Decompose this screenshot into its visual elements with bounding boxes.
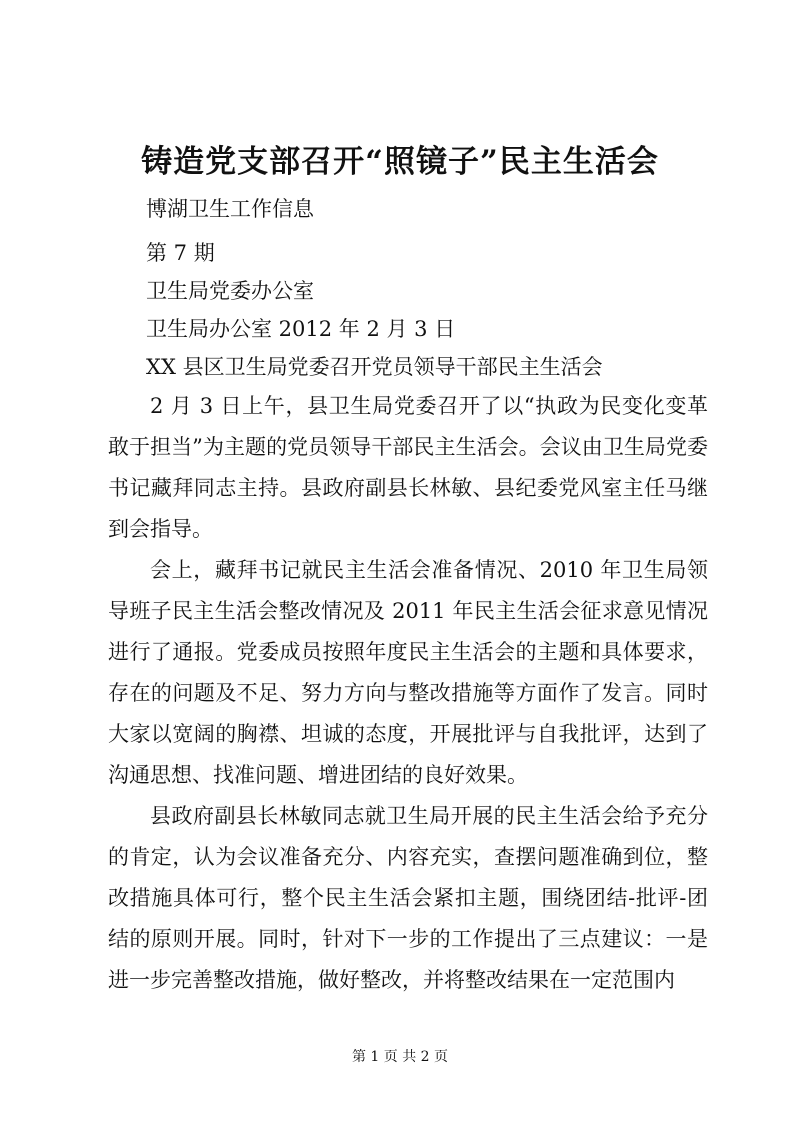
issuing-office: 卫生局党委办公室 xyxy=(146,279,314,303)
article-headline: XX 县区卫生局党委召开党员领导干部民主生活会 xyxy=(146,355,603,379)
document-title: 铸造党支部召开“照镜子”民主生活会 xyxy=(141,144,659,180)
article-body xyxy=(108,386,708,1001)
paragraph: 2 月 3 日上午，县卫生局党委召开了以“执政为民变化变革敢于担当”为主题的党员领导干部民主生活会。会议由卫生局党委书记藏拜同志主持。县政府副县长林敏、县纪委党风室主任马继到会指导。 xyxy=(108,394,708,541)
issue-number: 第 7 期 xyxy=(146,241,215,265)
page-number-footer: 第 1 页 共 2 页 xyxy=(351,1049,449,1065)
paragraph: 县政府副县长林敏同志就卫生局开展的民主生活会给予充分的肯定，认为会议准备充分、内容充实，查摆问题准确到位，整改措施具体可行，整个民主生活会紧扣主题，围绕团结-批评-团结的原则开展。同时，针对下一步的工作提出了三点建议：一是进一步完善整改措施，做好整改，并将整改结果在一定范围内 xyxy=(108,804,708,992)
paragraph: 会上，藏拜书记就民主生活会准备情况、2010 年卫生局领导班子民主生活会整改情况及 2011 年民主生活会征求意见情况进行了通报。党委成员按照年度民主生活会的主题和具体要求，存在的问题及不足、努力方向与整改措施等方面作了发言。同时大家以宽阔的胸襟、坦诚的态度，开展批评与自我批评，达到了沟通思想、找准问题、增进团结的良好效果。 xyxy=(108,558,708,787)
issue-date-line: 卫生局办公室 2012 年 2 月 3 日 xyxy=(146,317,456,341)
publication-name: 博湖卫生工作信息 xyxy=(146,197,314,221)
